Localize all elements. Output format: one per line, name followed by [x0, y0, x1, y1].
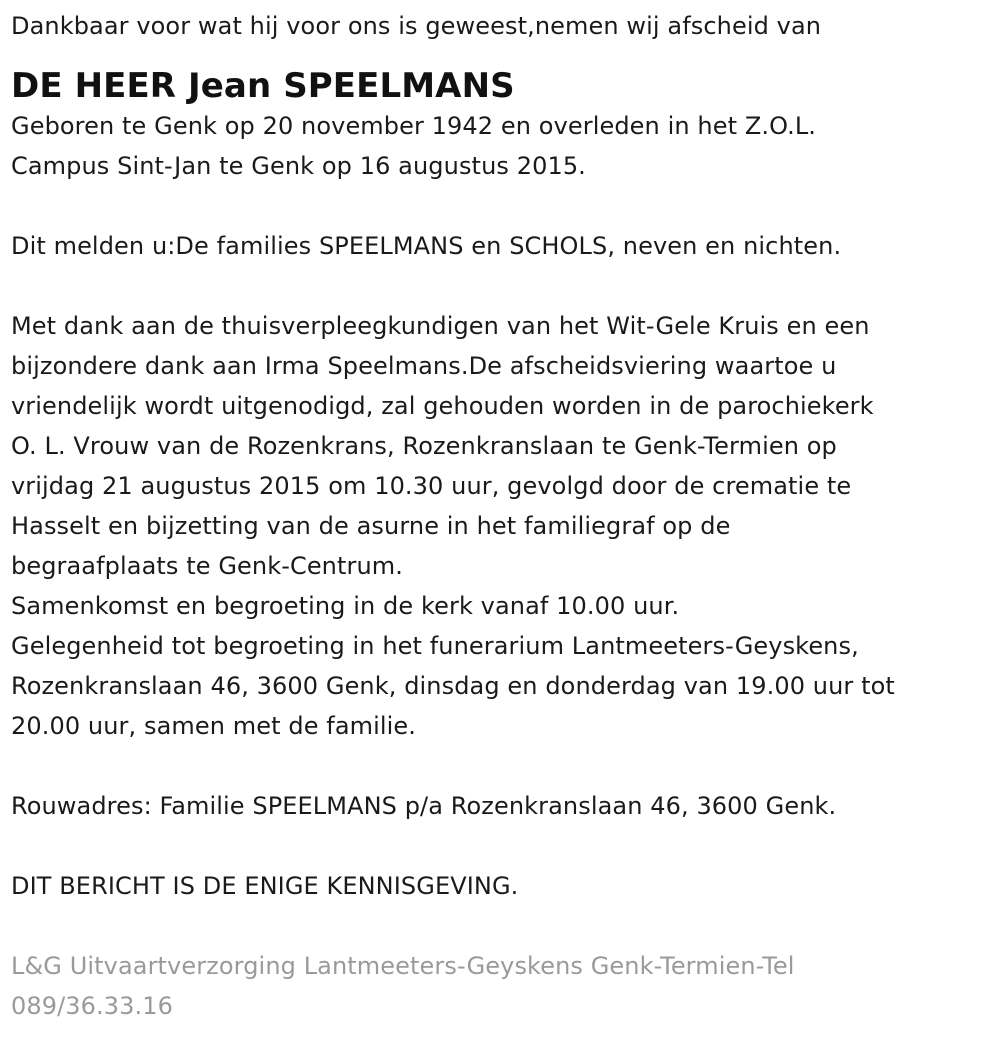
death-notice — [11, 6, 986, 1026]
paragraph-line: vrijdag 21 augustus 2015 om 10.30 uur, gevolgd door de crematie te — [11, 472, 852, 500]
mourning-address: Rouwadres: Familie SPEELMANS p/a Rozenkranslaan 46, 3600 Genk. — [11, 792, 837, 820]
birth-line: Geboren te Genk op 20 november 1942 en overleden in het Z.O.L. — [11, 112, 817, 140]
ceremony-paragraph — [11, 306, 986, 746]
spacer — [11, 826, 986, 866]
spacer — [11, 746, 986, 786]
paragraph-line: O. L. Vrouw van de Rozenkrans, Rozenkranslaan te Genk-Termien op — [11, 432, 837, 460]
paragraph-line: 20.00 uur, samen met de familie. — [11, 712, 417, 740]
paragraph-line: begraafplaats te Genk-Centrum. — [11, 552, 403, 580]
spacer — [11, 906, 986, 946]
footer-line: L&G Uitvaartverzorging Lantmeeters-Geyskens Genk-Termien-Tel — [11, 952, 795, 980]
paragraph-line: Gelegenheid tot begroeting in het funerarium Lantmeeters-Geyskens, — [11, 632, 859, 660]
birth-line: Campus Sint-Jan te Genk op 16 augustus 2015. — [11, 152, 586, 180]
paragraph-line: Samenkomst en begroeting in de kerk vanaf 10.00 uur. — [11, 592, 680, 620]
paragraph-line: vriendelijk wordt uitgenodigd, zal gehouden worden in de parochiekerk — [11, 392, 874, 420]
sole-notice-text: DIT BERICHT IS DE ENIGE KENNISGEVING. — [11, 872, 519, 900]
spacer — [11, 266, 986, 306]
footer-phone: 089/36.33.16 — [11, 992, 173, 1020]
paragraph-line: Met dank aan de thuisverpleegkundigen van het Wit-Gele Kruis en een — [11, 312, 870, 340]
undertaker-footer — [11, 946, 986, 1026]
paragraph-line: Hasselt en bijzetting van de asurne in het familiegraf op de — [11, 512, 731, 540]
birth-death-paragraph — [11, 106, 986, 186]
intro-text: Dankbaar voor wat hij voor ons is geweest,nemen wij afscheid van — [11, 12, 822, 40]
paragraph-line: bijzondere dank aan Irma Speelmans.De afscheidsviering waartoe u — [11, 352, 837, 380]
paragraph-line: Rozenkranslaan 46, 3600 Genk, dinsdag en donderdag van 19.00 uur tot — [11, 672, 895, 700]
announcers-text: Dit melden u:De families SPEELMANS en SCHOLS, neven en nichten. — [11, 232, 842, 260]
spacer — [11, 186, 986, 226]
deceased-name-heading: DE HEER Jean SPEELMANS — [11, 66, 515, 106]
